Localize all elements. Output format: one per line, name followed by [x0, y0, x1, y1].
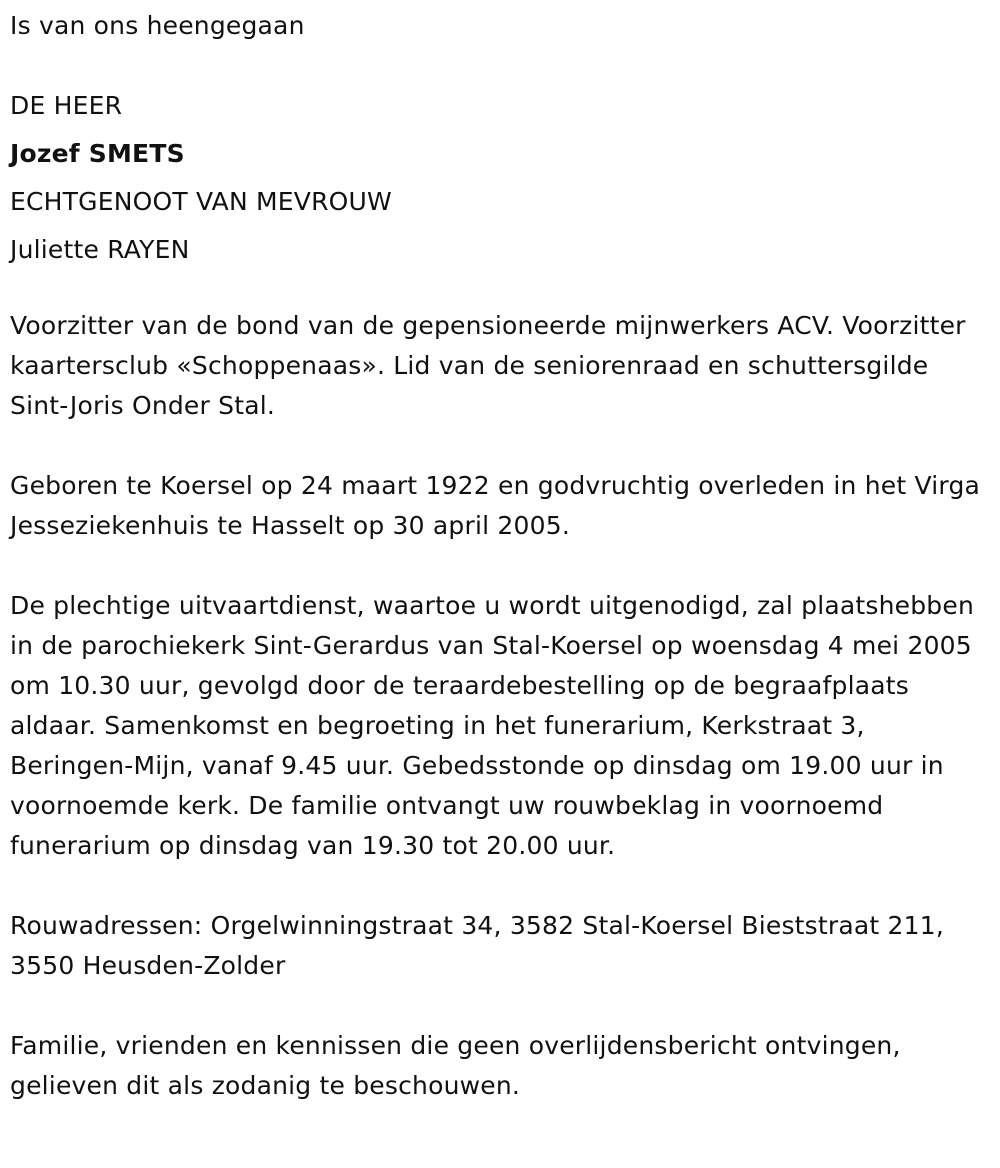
obituary-notice	[0, 2, 1000, 1168]
closing-paragraph: Familie, vrienden en kennissen die geen overlijdensbericht ontvingen, gelieven dit als zodanig te beschouwen.	[10, 1031, 901, 1100]
spouse-name: Juliette RAYEN	[10, 235, 190, 264]
spacer	[10, 426, 1000, 466]
relation-line: ECHTGENOOT VAN MEVROUW	[10, 187, 392, 216]
addresses-paragraph: Rouwadressen: Orgelwinningstraat 34, 3582 Stal-Koersel Bieststraat 211, 3550 Heusden-Zolder	[10, 911, 945, 980]
honorific: DE HEER	[10, 91, 123, 120]
spacer	[10, 866, 1000, 906]
deceased-name: Jozef SMETS	[10, 139, 185, 168]
birth-death-paragraph: Geboren te Koersel op 24 maart 1922 en godvruchtig overleden in het Virga Jesseziekenhuis te Hasselt op 30 april 2005.	[10, 471, 981, 540]
funeral-paragraph: De plechtige uitvaartdienst, waartoe u wordt uitgenodigd, zal plaatshebben in de parochiekerk Sint-Gerardus van Stal-Koersel op woensdag 4 mei 2005 om 10.30 uur, gevolgd door de teraardebestelling op de begraafplaats aldaar. Samenkomst en begroeting in het funerarium, Kerkstraat 3, Beringen-Mijn, vanaf 9.45 uur. Gebedsstonde op dinsdag om 19.00 uur in voornoemde kerk. De familie ontvangt uw rouwbeklag in voornoemd funerarium op dinsdag van 19.30 tot 20.00 uur.	[10, 591, 974, 860]
functions-paragraph: Voorzitter van de bond van de gepensioneerde mijnwerkers ACV. Voorzitter kaartersclub «Schoppenaas». Lid van de seniorenraad en schuttersgilde Sint-Joris Onder Stal.	[10, 311, 966, 420]
spacer	[10, 50, 1000, 82]
intro-line: Is van ons heengegaan	[10, 11, 305, 40]
spacer	[10, 986, 1000, 1026]
spacer	[10, 274, 1000, 306]
spacer	[10, 546, 1000, 586]
